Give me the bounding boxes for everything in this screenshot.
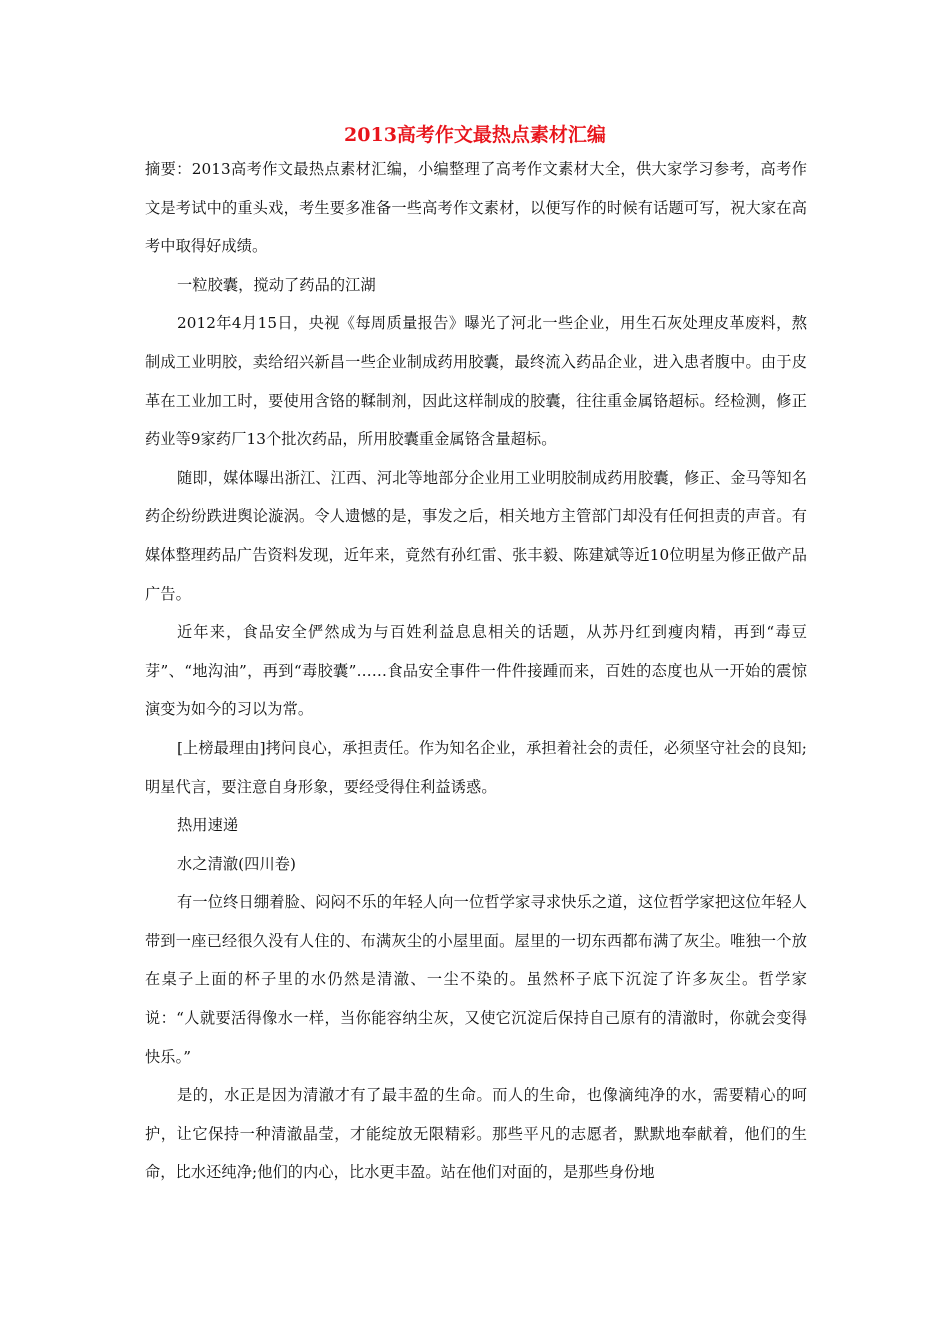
paragraph: 2012年4月15日，央视《每周质量报告》曝光了河北一些企业，用生石灰处理皮革废料，熬制成工业明胶，卖给绍兴新昌一些企业制成药用胶囊，最终流入药品企业，进入患者腹中。由于皮革在工业加工时，要使用含铬的鞣制剂，因此这样制成的胶囊，往往重金属铬超标。经检测，修正药业等9家药厂13个批次药品，所用胶囊重金属铬含量超标。	[145, 314, 807, 449]
paragraph: 近年来，食品安全俨然成为与百姓利益息息相关的话题，从苏丹红到瘦肉精，再到“毒豆芽”、“地沟油”，再到“毒胶囊”……食品安全事件一件件接踵而来，百姓的态度也从一开始的震惊演变为如今的习以为常。	[145, 623, 807, 719]
document-body	[145, 150, 807, 1192]
paragraph: [上榜最理由]拷问良心，承担责任。作为知名企业，承担着社会的责任，必须坚守社会的良知;明星代言，要注意自身形象，要经受得住利益诱惑。	[145, 738, 807, 796]
paragraph: 有一位终日绷着脸、闷闷不乐的年轻人向一位哲学家寻求快乐之道，这位哲学家把这位年轻人带到一座已经很久没有人住的、布满灰尘的小屋里面。屋里的一切东西都布满了灰尘。唯独一个放在桌子上面的杯子里的水仍然是清澈、一尘不染的。虽然杯子底下沉淀了许多灰尘。哲学家说：“人就要活得像水一样，当你能容纳尘灰，又使它沉淀后保持自己原有的清澈时，你就会变得快乐。”	[145, 893, 807, 1066]
paragraph: 摘要：2013高考作文最热点素材汇编，小编整理了高考作文素材大全，供大家学习参考，高考作文是考试中的重头戏，考生要多准备一些高考作文素材，以便写作的时候有话题可写，祝大家在高考中取得好成绩。	[145, 160, 807, 256]
paragraph: 一粒胶囊，搅动了药品的江湖	[177, 275, 376, 294]
paragraph: 水之清澈(四川卷)	[177, 854, 297, 873]
paragraph: 是的，水正是因为清澈才有了最丰盈的生命。而人的生命，也像滴纯净的水，需要精心的呵护，让它保持一种清澈晶莹，才能绽放无限精彩。那些平凡的志愿者，默默地奉献着，他们的生命，比水还纯净;他们的内心，比水更丰盈。站在他们对面的，是那些身份地	[145, 1086, 807, 1182]
paragraph: 随即，媒体曝出浙江、江西、河北等地部分企业用工业明胶制成药用胶囊，修正、金马等知名药企纷纷跌进舆论漩涡。令人遗憾的是，事发之后，相关地方主管部门却没有任何担责的声音。有媒体整理药品广告资料发现，近年来，竟然有孙红雷、张丰毅、陈建斌等近10位明星为修正做产品广告。	[145, 468, 807, 603]
paragraph: 热用速递	[177, 816, 239, 835]
document-title: 2013高考作文最热点素材汇编	[344, 124, 606, 146]
